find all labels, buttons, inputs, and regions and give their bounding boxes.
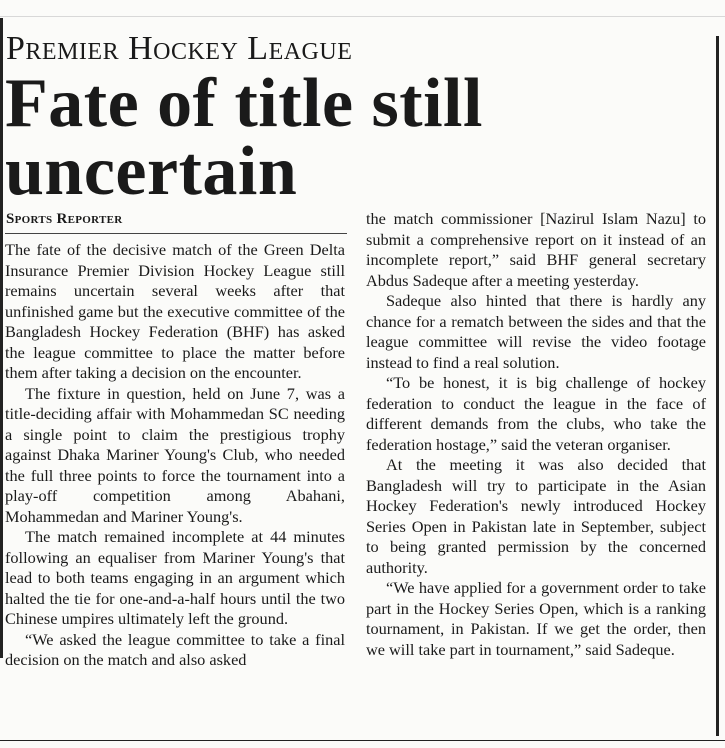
headline: Fate of title still uncertain	[5, 65, 483, 210]
bottom-border	[0, 740, 725, 741]
byline-rule	[5, 233, 347, 234]
paragraph: the match commissioner [Nazirul Islam Nazu] to submit a comprehensive report on it instead of an incomplete report,” said BHF general secretary Abdus Sadeque after a meeting yesterday.	[366, 209, 706, 290]
kicker: Premier Hockey League	[6, 30, 353, 67]
right-column-bar	[716, 36, 719, 736]
paragraph: The fate of the decisive match of the Green Delta Insurance Premier Division Hockey League still remains uncertain several weeks after that unfinished game but the executive committee of the Bangladesh Hockey Federation (BHF) has asked the league committee to place the matter before them after taking a decision on the encounter.	[5, 240, 345, 382]
byline: Sports Reporter	[6, 211, 123, 227]
paragraph: Sadeque also hinted that there is hardly any chance for a rematch between the sides and that the league committee will revise the video footage instead to find a real solution.	[366, 291, 706, 372]
paragraph: “We asked the league committee to take a final decision on the match and also asked	[5, 629, 345, 669]
top-border	[0, 0, 725, 17]
left-column-bar	[0, 18, 3, 658]
article-column-1	[5, 240, 345, 671]
paragraph: At the meeting it was also decided that Bangladesh will try to participate in the Asian Hockey Federation's newly introduced Hockey Series Open in Pakistan late in September, subject to being granted permission by the concerned authority.	[366, 455, 706, 577]
article-column-2	[366, 209, 706, 660]
paragraph: The fixture in question, held on June 7, was a title-deciding affair with Mohammedan SC needing a single point to claim the prestigious trophy against Dhaka Mariner Young's Club, who needed the full three points to force the tournament into a play-off competition among Abahani, Mohammedan and Mariner Young's.	[5, 383, 345, 526]
paragraph: “To be honest, it is big challenge of hockey federation to conduct the league in the face of different demands from the clubs, who take the federation hostage,” said the veteran organiser.	[366, 373, 706, 454]
paragraph: The match remained incomplete at 44 minutes following an equaliser from Mariner Young's that lead to both teams engaging in an argument which halted the tie for one-and-a-half hours until the two Chinese umpires ultimately left the ground.	[5, 527, 345, 628]
paragraph: “We have applied for a government order to take part in the Hockey Series Open, which is a ranking tournament, in Pakistan. If we get the order, then we will take part in tournament,” said Sadeque.	[366, 578, 706, 659]
